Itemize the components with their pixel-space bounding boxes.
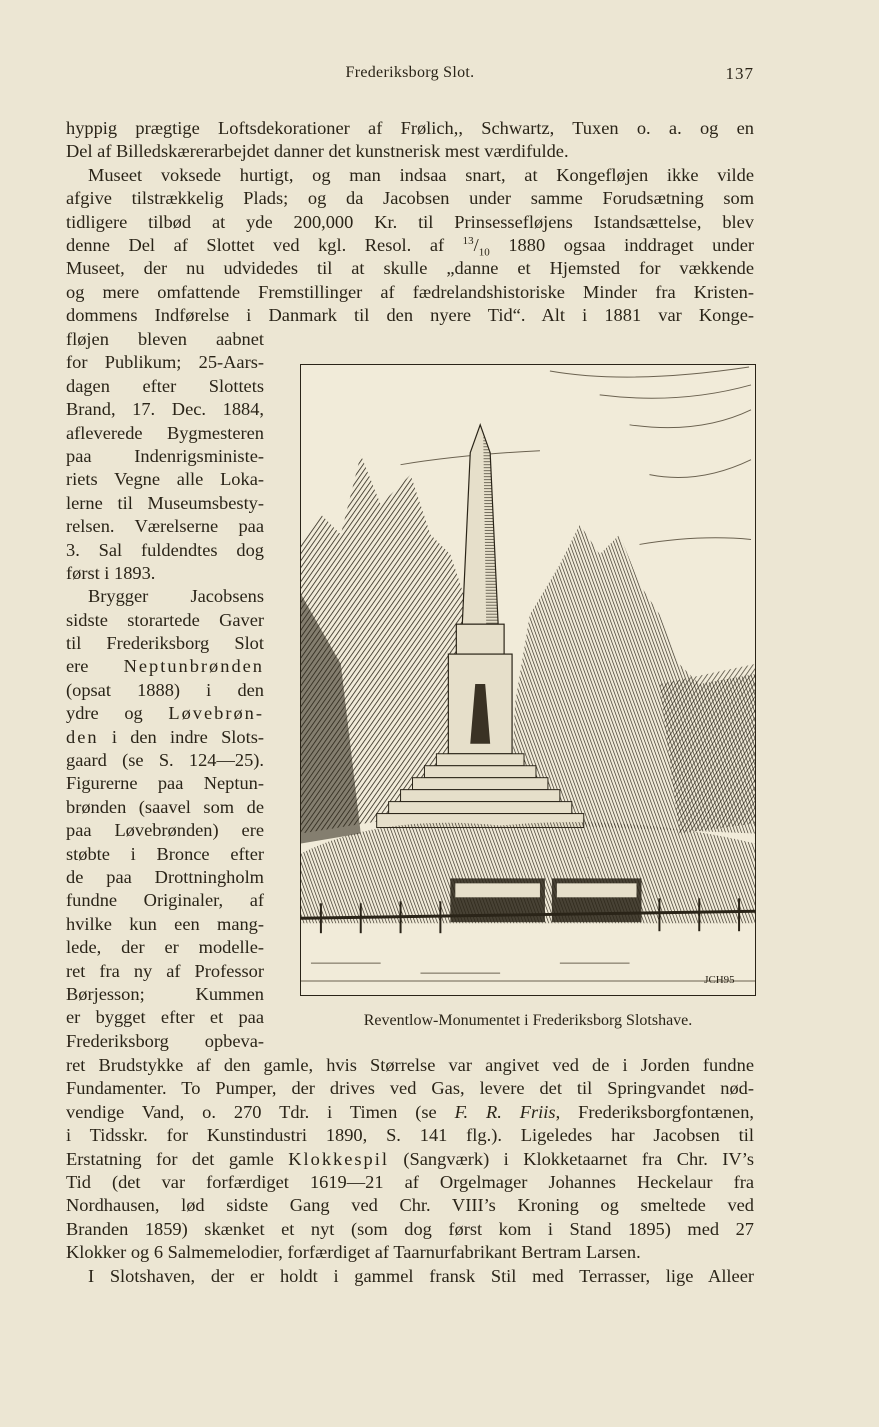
text-line-klokkespil: Erstatning for det gamle Klokkespil (Sangværk) i Klokketaarnet fra Chr. IV’s	[66, 1148, 754, 1169]
text-line: og mere omfattende Fremstillinger af fædrelandshistoriske Minder fra Kristen-	[66, 281, 754, 302]
text-line-neptun: ere Neptunbrønden	[66, 656, 264, 677]
text-line: afgive tilstrækkelig Plads; og da Jacobsen under samme Forudsætning som	[66, 188, 754, 209]
text-line: Del af Billedskærerarbejdet danner det kunstnerisk mest værdifulde.	[66, 141, 569, 162]
text-line: for Publikum; 25-Aars-	[66, 352, 264, 373]
text-line: først i 1893.	[66, 562, 156, 583]
text-line: dagen efter Slottets	[66, 375, 264, 396]
text-line: sidste storartede Gaver	[66, 609, 264, 630]
figure-caption: Reventlow-Monumentet i Frederiksborg Slotshave.	[363, 1012, 693, 1029]
text-line-friis: vendige Vand, o. 270 Tdr. i Timen (se F. R. Friis, Frederiksborgfontænen,	[66, 1101, 754, 1122]
text-line: ret fra ny af Professor	[66, 960, 264, 981]
text-line: paa Løvebrønden) ere	[66, 820, 264, 841]
text-line: de paa Drottningholm	[66, 866, 264, 887]
text-line: I Slotshaven, der er holdt i gammel fransk Stil med Terrasser, lige Alleer	[88, 1265, 754, 1286]
text-line: Brand, 17. Dec. 1884,	[66, 399, 264, 420]
artist-signature: JCH95	[704, 974, 735, 987]
text-line: paa Indenrigsministe-	[66, 445, 264, 466]
text-line: Frederiksborg opbeva-	[66, 1030, 264, 1051]
page-number: 137	[725, 64, 754, 83]
text-line: riets Vegne alle Loka-	[66, 469, 264, 490]
text-line: dommens Indførelse i Danmark til den nyere Tid“. Alt i 1881 var Konge-	[66, 305, 754, 326]
text-line: relsen. Værelserne paa	[66, 516, 264, 537]
text-line: lede, der er modelle-	[66, 937, 264, 958]
text-line: tidligere tilbød at yde 200,000 Kr. til Prinsessefløjens Istandsættelse, blev	[66, 211, 754, 232]
text-line: fløjen bleven aabnet	[66, 329, 264, 349]
text-line: brønden (saavel som de	[66, 796, 264, 817]
narrow-column	[66, 328, 264, 1053]
top-paragraphs	[66, 117, 754, 328]
text-line: (opsat 1888) i den	[66, 679, 264, 700]
text-line: Klokker og 6 Salmemelodier, forfærdiget af Taarnurfabrikant Bertram Larsen.	[66, 1242, 641, 1263]
text-line: 3. Sal fuldendtes dog	[66, 539, 264, 560]
text-line-resolution: denne Del af Slottet ved kgl. Resol. af $^{13}/_{10}$ 1880 ogsaa inddraget under	[66, 234, 755, 259]
running-title: Frederiksborg Slot.	[345, 64, 475, 81]
text-line: støbte i Bronce efter	[66, 843, 264, 864]
text-line: fundne Originaler, af	[66, 890, 264, 911]
text-line: ret Brudstykke af den gamle, hvis Størrelse var angivet ved de i Jorden fundne	[66, 1055, 754, 1075]
text-line: Figurerne paa Neptun-	[66, 773, 264, 794]
text-line: Branden 1859) skænket et nyt (som dog først kom i Stand 1895) med 27	[66, 1218, 754, 1239]
text-line: Brygger Jacobsens	[88, 586, 264, 607]
monument-illustration	[300, 364, 756, 996]
text-line-loeve: ydre og Løvebrøn-	[66, 703, 264, 724]
text-line: Fundamenter. To Pumper, der drives ved Gas, levere det til Springvandet nød-	[66, 1078, 754, 1099]
text-line: hvilke kun een mang-	[66, 913, 264, 934]
bottom-paragraphs	[66, 1054, 754, 1288]
text-line: Børjesson; Kummen	[66, 983, 264, 1004]
text-line: lerne til Museumsbesty-	[66, 492, 264, 513]
text-line: til Frederiksborg Slot	[66, 633, 264, 654]
text-line-loeve-2: den i den indre Slots-	[66, 726, 264, 747]
text-line: er bygget efter et paa	[66, 1007, 264, 1028]
text-line: Museet, der nu udvidedes til at skulle „danne et Hjemsted for vækkende	[66, 258, 754, 279]
engraving-drawing	[301, 365, 755, 995]
running-header	[66, 64, 754, 88]
text-line: Tid (det var forfærdiget 1619—21 af Orgelmager Johannes Heckelaur fra	[66, 1171, 754, 1192]
text-line: Nordhausen, lød sidste Gang ved Chr. VIII’s Kroning og smeltede ved	[66, 1195, 754, 1216]
text-line: hyppig prægtige Loftsdekorationer af Frølich,, Schwartz, Tuxen o. a. og en	[66, 118, 754, 138]
text-line: Museet voksede hurtigt, og man indsaa snart, at Kongefløjen ikke vilde	[88, 164, 754, 185]
text-line: i Tidsskr. for Kunstindustri 1890, S. 141 flg.). Ligeledes har Jacobsen til	[66, 1125, 754, 1146]
text-line: afleverede Bygmesteren	[66, 422, 264, 443]
text-line: gaard (se S. 124—25).	[66, 750, 264, 771]
